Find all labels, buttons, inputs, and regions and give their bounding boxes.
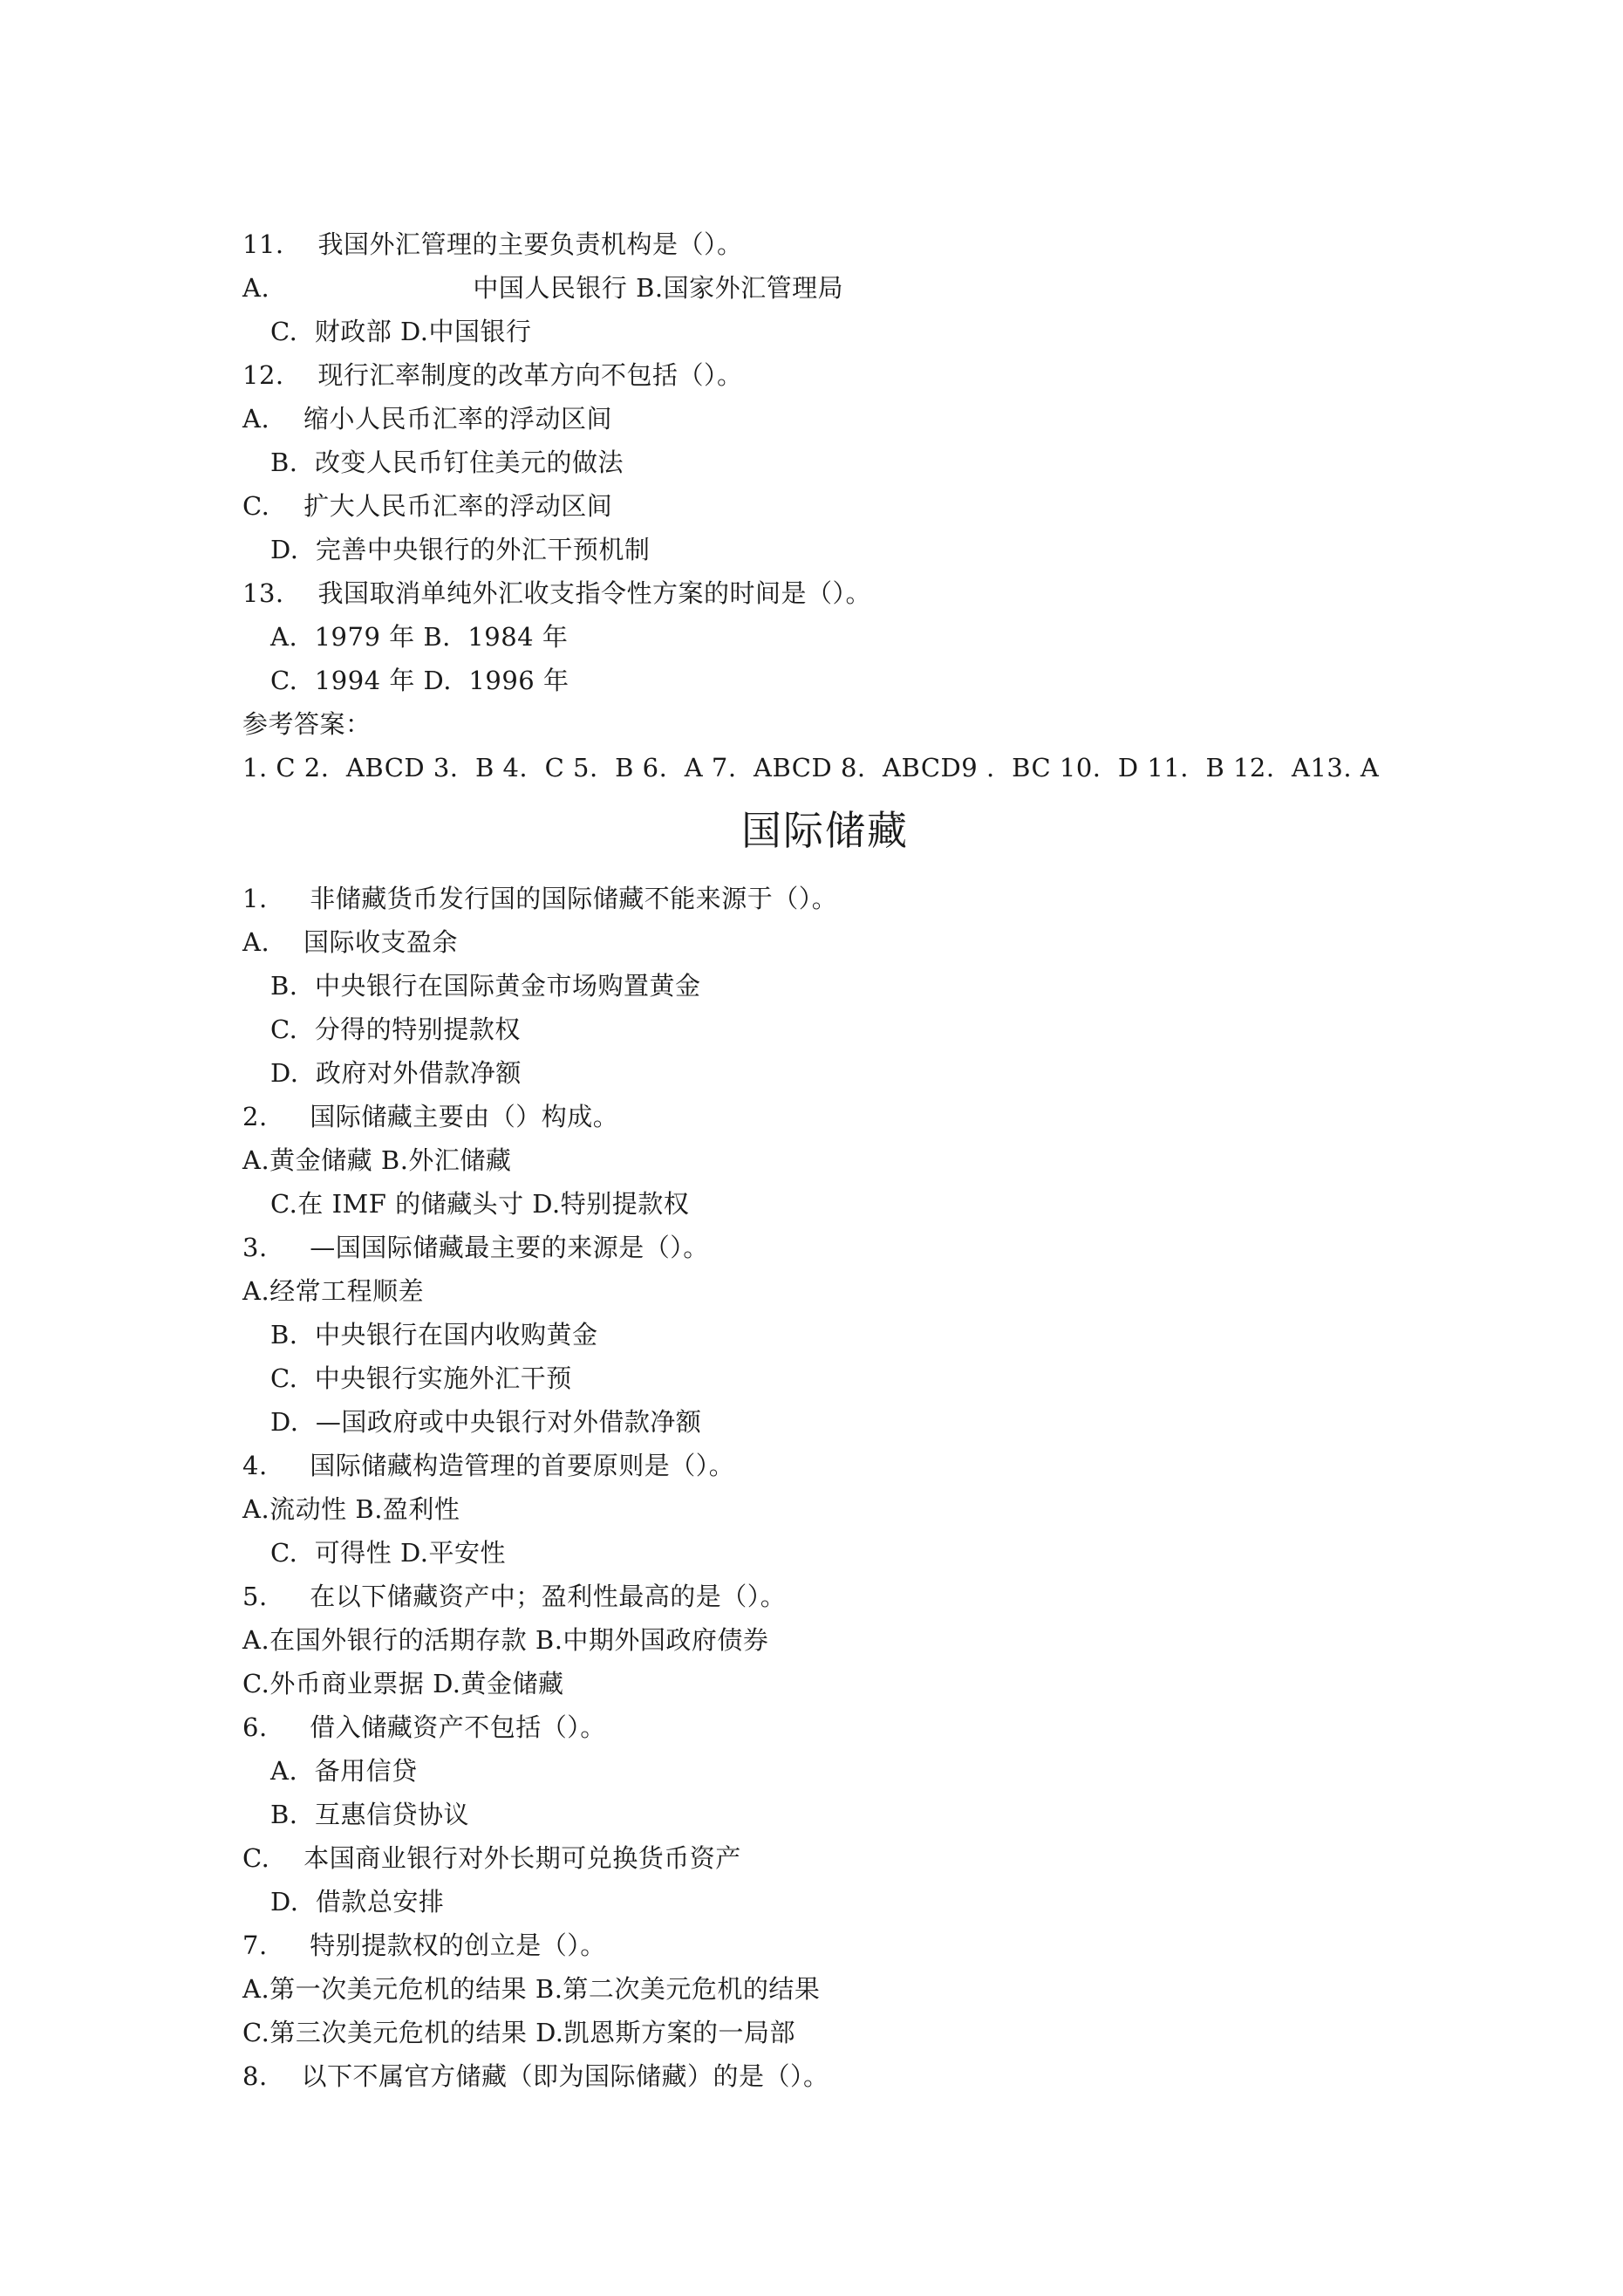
q6-option-b: B. 互惠信贷协议 [270, 1800, 469, 1829]
q13-options-cd: C. 1994 年 D. 1996 年 [270, 666, 569, 695]
q12-option-b: B. 改变人民币钉住美元的做法 [270, 448, 624, 477]
q4-options-cd: C. 可得性 D.平安性 [270, 1538, 506, 1568]
question-7: 7. 特别提款权的创立是（）。 [242, 1930, 606, 1960]
q6-option-a: A. 备用信贷 [270, 1756, 418, 1786]
q3-option-d: D. —国政府或中央银行对外借款净额 [270, 1407, 702, 1437]
q2-options-cd: C.在 IMF 的储藏头寸 D.特别提款权 [270, 1189, 690, 1219]
q12-option-c: C. 扩大人民币汇率的浮动区间 [242, 491, 613, 521]
q1-option-d: D. 政府对外借款净额 [270, 1058, 522, 1088]
q6-option-d: D. 借款总安排 [270, 1887, 445, 1917]
q5-options-cd: C.外币商业票据 D.黄金储藏 [242, 1669, 564, 1698]
q3-option-c: C. 中央银行实施外汇干预 [270, 1363, 572, 1393]
q6-option-c: C. 本国商业银行对外长期可兑换货币资产 [242, 1843, 741, 1873]
q11-options-cd: C. 财政部 D.中国银行 [270, 317, 532, 346]
q13-options-ab: A. 1979 年 B. 1984 年 [270, 622, 569, 652]
q7-options-cd: C.第三次美元危机的结果 D.凯恩斯方案的一局部 [242, 2018, 796, 2047]
question-2: 2. 国际储藏主要由（）构成。 [242, 1102, 619, 1131]
question-6: 6. 借入储藏资产不包括（）。 [242, 1712, 606, 1742]
section-title: 国际储藏 [741, 807, 909, 854]
question-5: 5. 在以下储藏资产中；盈利性最高的是（）。 [242, 1582, 787, 1611]
q4-options-ab: A.流动性 B.盈利性 [242, 1494, 460, 1524]
q5-options-ab: A.在国外银行的活期存款 B.中期外国政府债券 [242, 1625, 769, 1655]
q12-option-a: A. 缩小人民币汇率的浮动区间 [242, 404, 613, 434]
q3-option-b: B. 中央银行在国内收购黄金 [270, 1320, 598, 1350]
question-11: 11. 我国外汇管理的主要负责机构是（）。 [242, 229, 743, 259]
question-13: 13. 我国取消单纯外汇收支指令性方案的时间是（）。 [242, 578, 871, 608]
question-3: 3. —国国际储藏最主要的来源是（）。 [242, 1233, 709, 1262]
question-12: 12. 现行汇率制度的改革方向不包括（）。 [242, 360, 743, 390]
answer-key: 1. C 2. ABCD 3. B 4. C 5. B 6. A 7. ABCD 8. ABCD9 . BC 10. D 11. B 12. A13. A [242, 753, 1380, 782]
question-8: 8. 以下不属官方储藏（即为国际储藏）的是（）。 [242, 2061, 829, 2091]
question-4: 4. 国际储藏构造管理的首要原则是（）。 [242, 1451, 735, 1480]
q7-options-ab: A.第一次美元危机的结果 B.第二次美元危机的结果 [242, 1974, 821, 2004]
q3-option-a: A.经常工程顺差 [242, 1276, 425, 1306]
answer-key-label: 参考答案： [242, 709, 372, 739]
q1-option-c: C. 分得的特别提款权 [270, 1015, 521, 1044]
q11-options-ab: A. 中国人民银行 B.国家外汇管理局 [242, 273, 844, 303]
question-1: 1. 非储藏货币发行国的国际储藏不能来源于（）。 [242, 884, 838, 913]
q1-option-b: B. 中央银行在国际黄金市场购置黄金 [270, 971, 701, 1001]
q2-options-ab: A.黄金储藏 B.外汇储藏 [242, 1145, 512, 1175]
q1-option-a: A. 国际收支盈余 [242, 927, 459, 957]
q12-option-d: D. 完善中央银行的外汇干预机制 [270, 535, 651, 564]
